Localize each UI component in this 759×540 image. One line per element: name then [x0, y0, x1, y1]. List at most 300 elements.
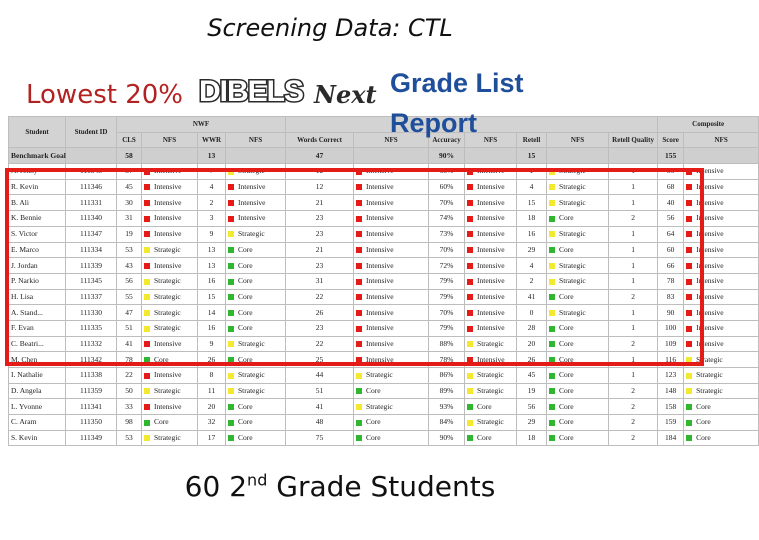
wwr-level [226, 195, 286, 211]
benchmark-goal-row [9, 148, 759, 164]
level-color-marker [549, 310, 555, 316]
nwf-cls-level [142, 368, 198, 384]
words-correct: 48 [286, 415, 354, 431]
slide-title: Screening Data: CTL [207, 14, 453, 42]
level-text: Intensive [477, 166, 505, 176]
level-color-marker [686, 169, 692, 175]
accuracy: 73% [429, 226, 465, 242]
level-text: Core [696, 417, 711, 427]
level-color-marker [686, 200, 692, 206]
level-text: Strategic [238, 370, 265, 380]
retell-level [547, 415, 609, 431]
retell-level [547, 320, 609, 336]
header-nfs: NFS [142, 132, 198, 148]
level-text: Intensive [477, 244, 505, 254]
level-text: Strategic [238, 338, 265, 348]
wwr-score: 8 [198, 368, 226, 384]
level-text: Intensive [154, 213, 182, 223]
level-text: Core [696, 433, 711, 443]
level-text: Intensive [696, 260, 724, 270]
level-color-marker [549, 294, 555, 300]
level-text: Intensive [477, 229, 505, 239]
accuracy: 70% [429, 195, 465, 211]
wwr-score: 7 [198, 164, 226, 180]
header-nfs: NFS [354, 132, 429, 148]
composite-score: 184 [658, 430, 684, 446]
composite-score: 158 [658, 399, 684, 415]
level-text: Core [238, 260, 253, 270]
retell: 0 [517, 305, 547, 321]
level-text: Core [238, 401, 253, 411]
words-level [354, 242, 429, 258]
cls-score: 53 [117, 430, 142, 446]
retell-quality: 1 [609, 352, 658, 368]
words-level [354, 368, 429, 384]
student-id: 111350 [66, 415, 117, 431]
level-color-marker [228, 247, 234, 253]
level-color-marker [356, 200, 362, 206]
student-name: E. Marco [9, 242, 66, 258]
retell-quality: 1 [609, 179, 658, 195]
student-name: S. Victor [9, 226, 66, 242]
level-text: Intensive [366, 338, 394, 348]
level-color-marker [467, 357, 473, 363]
composite-level [684, 226, 759, 242]
cls-score: 47 [117, 305, 142, 321]
level-color-marker [356, 294, 362, 300]
student-name: A. Stand... [9, 305, 66, 321]
level-text: Core [559, 401, 574, 411]
retell-level [547, 430, 609, 446]
level-color-marker [467, 169, 473, 175]
accuracy-level [465, 164, 517, 180]
level-color-marker [549, 388, 555, 394]
level-text: Core [238, 276, 253, 286]
level-color-marker [467, 326, 473, 332]
accuracy: 79% [429, 320, 465, 336]
accuracy: 70% [429, 305, 465, 321]
accuracy-level [465, 320, 517, 336]
accuracy-level [465, 430, 517, 446]
level-text: Intensive [477, 354, 505, 364]
student-id: 111337 [66, 289, 117, 305]
level-text: Intensive [477, 182, 505, 192]
level-color-marker [356, 435, 362, 441]
retell-level [547, 368, 609, 384]
level-color-marker [549, 357, 555, 363]
footer-caption [0, 470, 680, 503]
dibels-next-logo [197, 70, 377, 110]
level-text: Core [366, 433, 381, 443]
student-name: K. Bennie [9, 211, 66, 227]
level-text: Intensive [366, 260, 394, 270]
level-color-marker [144, 388, 150, 394]
level-text: Strategic [559, 182, 586, 192]
level-color-marker [467, 388, 473, 394]
level-color-marker [467, 216, 473, 222]
composite-level [684, 211, 759, 227]
accuracy-level [465, 305, 517, 321]
level-text: Intensive [154, 401, 182, 411]
wwr-level [226, 258, 286, 274]
level-color-marker [549, 200, 555, 206]
student-name: B. Ali [9, 195, 66, 211]
level-text: Core [559, 354, 574, 364]
composite-level [684, 320, 759, 336]
student-name: H. Lisa [9, 289, 66, 305]
level-color-marker [144, 279, 150, 285]
retell: 19 [517, 383, 547, 399]
level-text: Strategic [477, 386, 504, 396]
level-text: Strategic [238, 229, 265, 239]
level-text: Intensive [238, 197, 266, 207]
table-row [9, 352, 759, 368]
level-color-marker [356, 341, 362, 347]
level-text: Core [477, 433, 492, 443]
header-retell: Retell [517, 132, 547, 148]
header-score: Score [658, 132, 684, 148]
student-id: 111338 [66, 368, 117, 384]
level-color-marker [356, 231, 362, 237]
retell: 26 [517, 352, 547, 368]
table-row [9, 383, 759, 399]
level-color-marker [467, 247, 473, 253]
student-id: 111347 [66, 226, 117, 242]
accuracy-level [465, 195, 517, 211]
accuracy-level [465, 383, 517, 399]
wwr-level [226, 415, 286, 431]
student-id: 111349 [66, 430, 117, 446]
level-text: Intensive [154, 338, 182, 348]
level-color-marker [356, 357, 362, 363]
retell-quality: 2 [609, 211, 658, 227]
student-name: R. Kevin [9, 179, 66, 195]
accuracy-level [465, 399, 517, 415]
accuracy-level [465, 336, 517, 352]
composite-score: 100 [658, 320, 684, 336]
wwr-score: 3 [198, 211, 226, 227]
words-level [354, 164, 429, 180]
level-text: Strategic [238, 386, 265, 396]
words-correct: 23 [286, 320, 354, 336]
wwr-level [226, 430, 286, 446]
level-text: Intensive [238, 213, 266, 223]
grade-list-title: Grade List [390, 68, 524, 98]
words-correct: 44 [286, 368, 354, 384]
student-table [8, 116, 759, 446]
words-correct: 12 [286, 179, 354, 195]
words-level [354, 415, 429, 431]
level-color-marker [228, 294, 234, 300]
level-text: Strategic [559, 166, 586, 176]
benchmark-words: 47 [286, 148, 354, 164]
retell: 2 [517, 273, 547, 289]
cls-score: 56 [117, 273, 142, 289]
level-text: Intensive [366, 213, 394, 223]
wwr-score: 20 [198, 399, 226, 415]
level-color-marker [144, 200, 150, 206]
table-row [9, 195, 759, 211]
level-color-marker [356, 310, 362, 316]
student-id: 111340 [66, 211, 117, 227]
accuracy-level [465, 368, 517, 384]
words-correct: 26 [286, 305, 354, 321]
composite-score: 83 [658, 289, 684, 305]
words-level [354, 195, 429, 211]
composite-level [684, 289, 759, 305]
nwf-cls-level [142, 242, 198, 258]
cls-score: 55 [117, 289, 142, 305]
level-color-marker [228, 373, 234, 379]
student-name: P. Narkio [9, 273, 66, 289]
retell-level [547, 242, 609, 258]
composite-score: 90 [658, 305, 684, 321]
level-text: Core [238, 354, 253, 364]
level-text: Strategic [559, 307, 586, 317]
level-color-marker [467, 200, 473, 206]
wwr-score: 17 [198, 430, 226, 446]
level-color-marker [144, 310, 150, 316]
wwr-score: 14 [198, 305, 226, 321]
retell-level [547, 289, 609, 305]
words-correct: 25 [286, 352, 354, 368]
retell: 29 [517, 242, 547, 258]
student-name: I. Nathalie [9, 368, 66, 384]
level-color-marker [228, 420, 234, 426]
level-color-marker [467, 341, 473, 347]
composite-level [684, 242, 759, 258]
table-row [9, 336, 759, 352]
nwf-cls-level [142, 399, 198, 415]
composite-score: 109 [658, 336, 684, 352]
accuracy: 74% [429, 211, 465, 227]
level-color-marker [686, 435, 692, 441]
wwr-score: 32 [198, 415, 226, 431]
retell-level [547, 226, 609, 242]
level-text: Strategic [559, 197, 586, 207]
nwf-cls-level [142, 179, 198, 195]
level-text: Intensive [477, 213, 505, 223]
wwr-level [226, 352, 286, 368]
words-level [354, 352, 429, 368]
words-correct: 23 [286, 211, 354, 227]
student-id: 111359 [66, 383, 117, 399]
benchmark-cls: 58 [117, 148, 142, 164]
level-text: Core [238, 417, 253, 427]
composite-level [684, 305, 759, 321]
nwf-cls-level [142, 195, 198, 211]
words-level [354, 273, 429, 289]
retell-quality: 1 [609, 305, 658, 321]
words-level [354, 399, 429, 415]
table-row [9, 289, 759, 305]
level-color-marker [686, 404, 692, 410]
level-color-marker [686, 247, 692, 253]
wwr-level [226, 179, 286, 195]
student-id: 111341 [66, 399, 117, 415]
accuracy-level [465, 179, 517, 195]
level-text: Intensive [696, 197, 724, 207]
level-text: Intensive [154, 166, 182, 176]
words-level [354, 320, 429, 336]
words-correct: 51 [286, 383, 354, 399]
level-color-marker [549, 326, 555, 332]
retell-quality: 1 [609, 258, 658, 274]
retell-level [547, 211, 609, 227]
level-text: Strategic [154, 291, 181, 301]
level-color-marker [686, 231, 692, 237]
level-color-marker [144, 231, 150, 237]
level-text: Intensive [477, 323, 505, 333]
level-text: Intensive [366, 291, 394, 301]
level-color-marker [467, 420, 473, 426]
accuracy: 90% [429, 430, 465, 446]
level-color-marker [686, 184, 692, 190]
accuracy: 79% [429, 289, 465, 305]
retell-level [547, 336, 609, 352]
level-text: Core [238, 291, 253, 301]
wwr-level [226, 226, 286, 242]
level-text: Intensive [696, 291, 724, 301]
level-color-marker [549, 404, 555, 410]
retell-quality: 1 [609, 164, 658, 180]
level-text: Intensive [477, 260, 505, 270]
level-text: Core [696, 401, 711, 411]
level-color-marker [686, 310, 692, 316]
retell-level [547, 179, 609, 195]
accuracy: 60% [429, 179, 465, 195]
level-text: Strategic [477, 417, 504, 427]
composite-level [684, 273, 759, 289]
level-color-marker [228, 231, 234, 237]
accuracy: 86% [429, 368, 465, 384]
level-text: Intensive [696, 229, 724, 239]
composite-level [684, 352, 759, 368]
level-color-marker [144, 326, 150, 332]
cls-score: 37 [117, 164, 142, 180]
level-text: Strategic [477, 370, 504, 380]
accuracy-level [465, 352, 517, 368]
level-color-marker [356, 388, 362, 394]
level-color-marker [549, 216, 555, 222]
level-text: Core [559, 213, 574, 223]
level-color-marker [356, 169, 362, 175]
level-text: Intensive [366, 354, 394, 364]
accuracy: 72% [429, 258, 465, 274]
accuracy: 93% [429, 399, 465, 415]
level-color-marker [228, 404, 234, 410]
student-name: S. Kevin [9, 430, 66, 446]
wwr-score: 4 [198, 179, 226, 195]
level-color-marker [144, 247, 150, 253]
level-color-marker [686, 373, 692, 379]
level-color-marker [228, 435, 234, 441]
level-color-marker [686, 279, 692, 285]
level-text: Strategic [366, 370, 393, 380]
nwf-cls-level [142, 415, 198, 431]
header-student-id: Student ID [66, 117, 117, 148]
level-color-marker [686, 341, 692, 347]
level-text: Intensive [154, 182, 182, 192]
logo-text: DIBELS [199, 75, 304, 108]
level-text: Intensive [696, 338, 724, 348]
table-row [9, 320, 759, 336]
level-text: Core [154, 354, 169, 364]
level-text: Intensive [366, 197, 394, 207]
footer-ordinal: 2 [229, 470, 248, 503]
level-color-marker [686, 294, 692, 300]
retell: 4 [517, 179, 547, 195]
table-row [9, 179, 759, 195]
level-color-marker [549, 420, 555, 426]
table-row [9, 226, 759, 242]
header-student: Student [9, 117, 66, 148]
composite-level [684, 415, 759, 431]
level-color-marker [356, 279, 362, 285]
level-text: Intensive [477, 197, 505, 207]
accuracy-level [465, 242, 517, 258]
table-row [9, 273, 759, 289]
wwr-level [226, 164, 286, 180]
words-correct: 41 [286, 399, 354, 415]
wwr-score: 9 [198, 336, 226, 352]
retell: 18 [517, 211, 547, 227]
cls-score: 33 [117, 399, 142, 415]
header-composite: Composite [658, 117, 759, 133]
accuracy: 79% [429, 273, 465, 289]
retell-level [547, 399, 609, 415]
composite-score: 68 [658, 179, 684, 195]
accuracy-level [465, 226, 517, 242]
level-text: Strategic [154, 276, 181, 286]
level-color-marker [467, 373, 473, 379]
retell-quality: 2 [609, 399, 658, 415]
accuracy: 89% [429, 383, 465, 399]
cls-score: 22 [117, 368, 142, 384]
level-text: Strategic [154, 244, 181, 254]
accuracy: 70% [429, 242, 465, 258]
student-name: C. Beatri... [9, 336, 66, 352]
cls-score: 30 [117, 195, 142, 211]
level-text: Strategic [154, 386, 181, 396]
student-id: 111334 [66, 242, 117, 258]
level-text: Strategic [366, 401, 393, 411]
cls-score: 50 [117, 383, 142, 399]
level-color-marker [144, 435, 150, 441]
words-level [354, 226, 429, 242]
level-text: Strategic [238, 166, 265, 176]
student-id: 111331 [66, 195, 117, 211]
table-row [9, 430, 759, 446]
words-level [354, 289, 429, 305]
retell: 29 [517, 415, 547, 431]
composite-level [684, 399, 759, 415]
retell: 1 [517, 164, 547, 180]
wwr-level [226, 305, 286, 321]
level-color-marker [686, 420, 692, 426]
header-nfs: NFS [684, 132, 759, 148]
table-row [9, 415, 759, 431]
wwr-level [226, 399, 286, 415]
level-color-marker [549, 231, 555, 237]
header-accuracy: Accuracy [429, 132, 465, 148]
level-text: Intensive [154, 370, 182, 380]
retell: 16 [517, 226, 547, 242]
level-color-marker [356, 216, 362, 222]
retell: 15 [517, 195, 547, 211]
level-text: Intensive [696, 307, 724, 317]
composite-score: 60 [658, 242, 684, 258]
